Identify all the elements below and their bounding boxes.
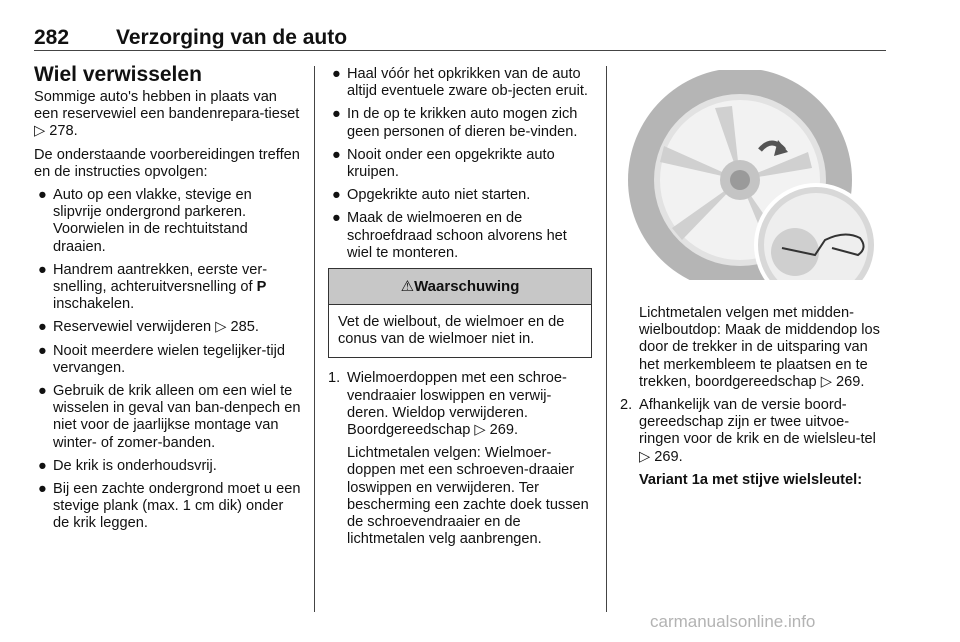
column-2 bbox=[328, 66, 592, 554]
step-number: 2. bbox=[620, 397, 633, 414]
bullet-icon: ● bbox=[332, 210, 341, 227]
bullet-icon: ● bbox=[332, 146, 341, 163]
list-item: ● In de op te krikken auto mogen zich geen personen of dieren be-vinden. bbox=[332, 106, 578, 140]
bullet-icon: ● bbox=[38, 383, 47, 400]
warning-text: Vet de wielbout, de wielmoer en de conus van de wielmoer niet in. bbox=[338, 314, 565, 348]
list-item: ● Reservewiel verwijderen ▷ 285. bbox=[38, 319, 259, 336]
warning-triangle-icon: ⚠ bbox=[400, 278, 415, 296]
wheel-hubcap-icon bbox=[620, 70, 884, 280]
bullet-icon: ● bbox=[38, 457, 47, 474]
bullet-icon: ● bbox=[38, 261, 47, 278]
variant-heading: Variant 1a met stijve wielsleutel: bbox=[639, 471, 863, 488]
bullet-icon: ● bbox=[332, 106, 341, 123]
gear-letter: P bbox=[256, 279, 267, 296]
list-item: ● Opgekrikte auto niet starten. bbox=[332, 187, 531, 204]
warning-box bbox=[328, 268, 592, 358]
list-item: ● Bij een zachte ondergrond moet u een stevige plank (max. 1 cm dik) onder de krik leggen. bbox=[38, 481, 301, 532]
page-number: 282 bbox=[34, 26, 70, 49]
step-1 bbox=[328, 370, 592, 548]
list-item: ● Handrem aantrekken, eerste ver-snelling, achteruitversnelling of P inschakelen. bbox=[38, 261, 268, 313]
bullet-icon: ● bbox=[332, 187, 341, 204]
list-item: ● Nooit meerdere wielen tegelijker-tijd vervangen. bbox=[38, 342, 285, 376]
warning-title: Waarschuwing bbox=[414, 278, 520, 296]
bullet-icon: ● bbox=[38, 319, 47, 336]
step-text: Wielmoerdoppen met een schroe-vendraaier loswippen en verwij-deren. Wieldop verwijderen. Boordgereedschap ▷ 269. bbox=[347, 370, 567, 439]
column-divider-1 bbox=[314, 66, 315, 612]
bullet-icon: ● bbox=[38, 342, 47, 359]
bullet-icon: ● bbox=[332, 66, 341, 82]
section-heading: Wiel verwisselen bbox=[34, 63, 202, 86]
step-number: 1. bbox=[328, 370, 341, 387]
list-item: ● Haal vóór het opkrikken van de auto altijd eventuele zware ob-jecten eruit. bbox=[332, 66, 588, 100]
bullet-icon: ● bbox=[38, 187, 47, 204]
watermark: carmanualsonline.info bbox=[650, 612, 816, 631]
figure-caption: Lichtmetalen velgen met midden-wielboutdop: Maak de middendop los door de trekker in de uitsparing van het merkembleem te plaatsen en te trekken, boordgereedschap ▷ 269. bbox=[639, 305, 880, 390]
list-item: ● Gebruik de krik alleen om een wiel te wisselen in geval van ban-denpech en niet voor de jaarlijkse montage van winter- of zomer-banden. bbox=[38, 383, 301, 451]
step-alloy-text: Lichtmetalen velgen: Wielmoer-doppen met een schroeven-draaier loswippen en verwijderen. Ter bescherming een zachte doek tussen de schroevendraaier en de lichtmetalen velg aanbrengen. bbox=[347, 445, 589, 548]
list-item: ● De krik is onderhoudsvrij. bbox=[38, 457, 217, 474]
page-header bbox=[34, 26, 886, 51]
preparation-paragraph: De onderstaande voorbereidingen treffen en de instructies opvolgen: bbox=[34, 146, 300, 180]
list-item: ● Nooit onder een opgekrikte auto kruipen. bbox=[332, 146, 555, 181]
bullet-icon: ● bbox=[38, 481, 47, 498]
warning-header bbox=[329, 269, 591, 305]
intro-paragraph: Sommige auto's hebben in plaats van een reservewiel een bandenrepara-tieset ▷ 278. bbox=[34, 89, 300, 140]
column-1 bbox=[34, 62, 302, 539]
chapter-title: Verzorging van de auto bbox=[116, 26, 348, 49]
step-2 bbox=[620, 397, 886, 489]
column-3 bbox=[620, 66, 886, 495]
list-item: ● Maak de wielmoeren en de schroefdraad schoon alvorens het wiel te monteren. bbox=[332, 210, 567, 261]
column-divider-2 bbox=[606, 66, 607, 612]
step-text: Afhankelijk van de versie boord-gereedschap zijn er twee uitvoe-ringen voor de krik en de wielsleu-tel ▷ 269. bbox=[639, 397, 876, 465]
wheel-illustration bbox=[620, 70, 884, 290]
list-item: ● Auto op een vlakke, stevige en slipvrije ondergrond parkeren. Voorwielen in de rechtuitstand draaien. bbox=[38, 187, 252, 255]
